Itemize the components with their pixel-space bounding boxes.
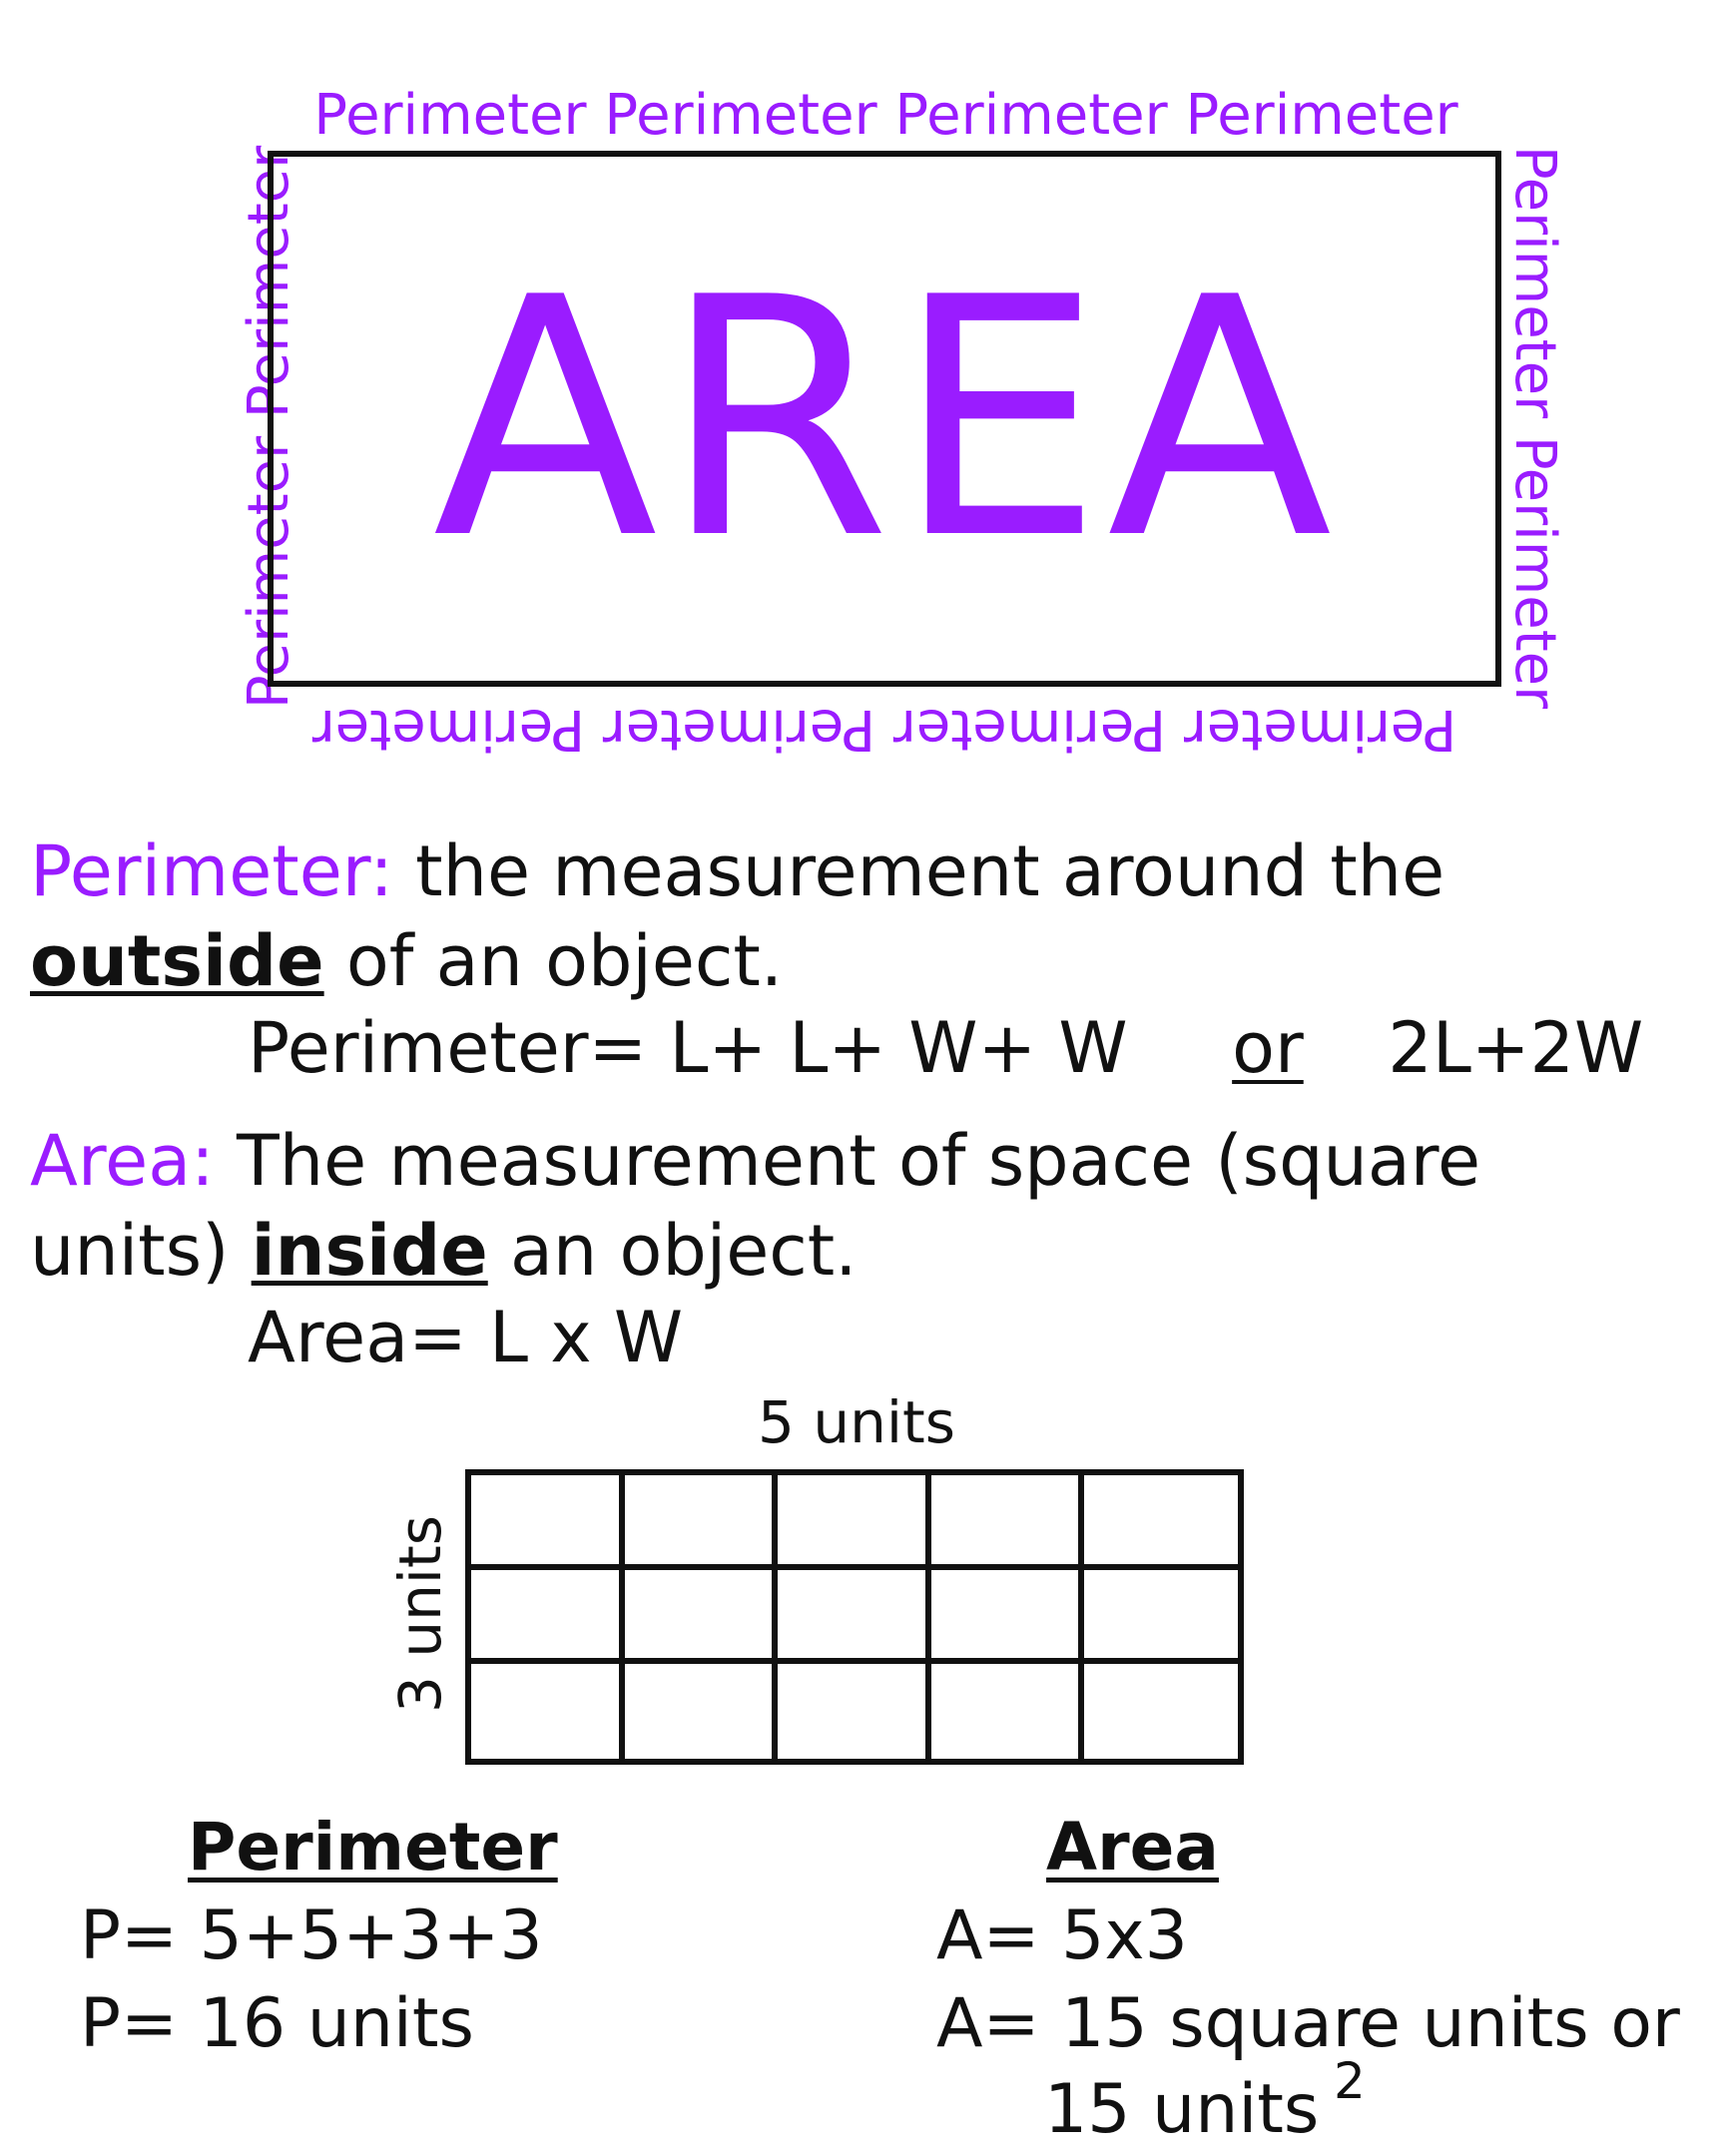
border-text-top: Perimeter Perimeter Perimeter Perimeter [313, 83, 1458, 148]
grid-cell [1084, 1664, 1238, 1759]
grid-cell [778, 1475, 931, 1570]
perimeter-definition-tail: of an object. [323, 920, 784, 1002]
area-definition-line-2 [30, 1210, 858, 1292]
area-example-exponent: 2 [1334, 2052, 1366, 2110]
grid-cell [471, 1570, 625, 1665]
perimeter-definition-line-2 [30, 920, 784, 1002]
perimeter-formula-alt: 2L+2W [1388, 1007, 1644, 1089]
grid-cell [931, 1664, 1085, 1759]
perimeter-emphasis: outside [30, 920, 324, 1002]
border-text-left: Perimeter Perimeter [237, 145, 301, 710]
grid-width-label: 3 units [386, 1515, 454, 1713]
area-example-line-1: A= 5x3 [936, 1896, 1188, 1975]
unit-grid [465, 1469, 1244, 1765]
perimeter-definition-line-1 [30, 830, 1445, 912]
perimeter-formula-or: or [1232, 1007, 1304, 1089]
area-term: Area: [30, 1120, 215, 1202]
perimeter-term: Perimeter: [30, 830, 393, 912]
grid-cell [625, 1475, 779, 1570]
grid-length-label: 5 units [758, 1388, 955, 1456]
perimeter-example-heading: Perimeter [188, 1809, 558, 1886]
grid-cell [471, 1664, 625, 1759]
area-definition-start: units) [30, 1210, 252, 1292]
border-text-bottom: Perimeter Perimeter Perimeter Perimeter [311, 697, 1457, 762]
perimeter-definition-text: the measurement around the [392, 830, 1445, 912]
area-emphasis: inside [251, 1210, 488, 1292]
grid-cell [1084, 1570, 1238, 1665]
grid-cell [931, 1570, 1085, 1665]
grid-cell [931, 1475, 1085, 1570]
grid-cell [625, 1664, 779, 1759]
area-formula: Area= L x W [248, 1297, 684, 1378]
area-example-line-3: 15 units [1044, 2070, 1320, 2149]
grid-cell [625, 1570, 779, 1665]
area-example-line-2: A= 15 square units or [936, 1984, 1680, 2063]
area-definition-text: The measurement of space (square [214, 1120, 1481, 1202]
area-definition-line-1 [30, 1120, 1481, 1202]
area-example-heading: Area [1046, 1809, 1219, 1886]
grid-cell [778, 1570, 931, 1665]
grid-cell [471, 1475, 625, 1570]
grid-cell [1084, 1475, 1238, 1570]
border-text-right: Perimeter Perimeter [1502, 145, 1567, 710]
perimeter-formula-main: Perimeter= L+ L+ W+ W [248, 1007, 1128, 1089]
area-definition-end: an object. [487, 1210, 858, 1292]
perimeter-formula [248, 1007, 1644, 1089]
page-title: AREA [432, 227, 1337, 611]
grid-cell [778, 1664, 931, 1759]
perimeter-example-line-2: P= 16 units [80, 1984, 474, 2063]
perimeter-example-line-1: P= 5+5+3+3 [80, 1896, 543, 1975]
